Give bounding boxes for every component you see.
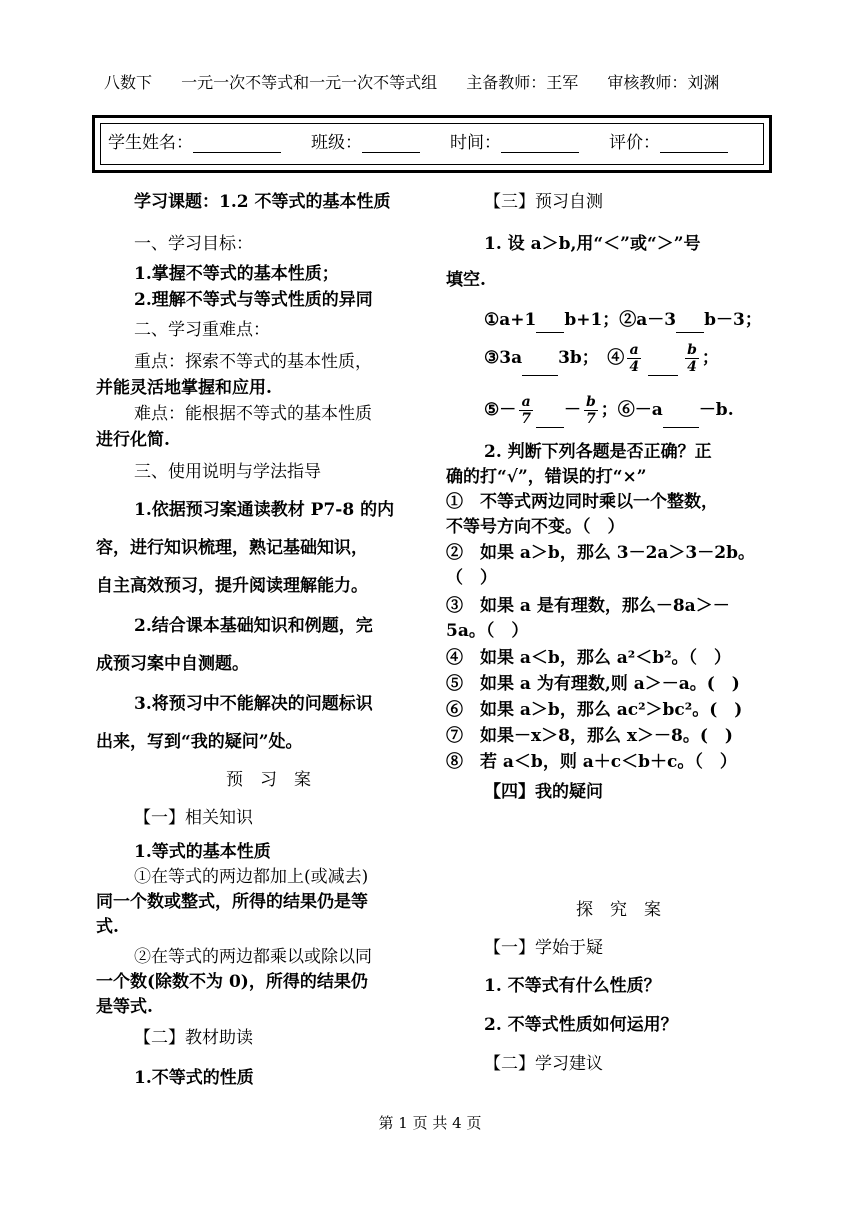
guide-1-line2: 容，进行知识梳理，熟记基础知识，: [96, 538, 368, 558]
fill-row-1: ①a+1 b+1；②a－3 b－3；: [484, 308, 762, 333]
judge-3-line2: 5a。（ ）: [446, 621, 529, 641]
guide-2-line2: 成预习案中自测题。: [96, 654, 249, 674]
related-knowledge-heading: 【一】相关知识: [134, 808, 253, 828]
course-label: 八数下: [104, 73, 153, 92]
guide-1-line3: 自主高效预习，提升阅读理解能力。: [96, 576, 368, 596]
my-questions-heading: 【四】我的疑问: [484, 782, 603, 802]
judge-8: ⑧ 若 a＜b，则 a＋c＜b＋c。（ ）: [446, 752, 737, 772]
blank-6[interactable]: [663, 409, 699, 428]
guide-1-line1: 1.依据预习案通读教材 P7-8 的内: [134, 500, 395, 520]
goals-title: 一、学习目标：: [134, 234, 253, 254]
blank-3[interactable]: [522, 357, 558, 376]
eval-blank[interactable]: [660, 134, 728, 153]
doubt-question-1: 1. 不等式有什么性质？: [484, 976, 661, 996]
goal-1: 1.掌握不等式的基本性质；: [134, 264, 339, 284]
self-test-heading: 【三】预习自测: [484, 192, 603, 212]
blank-5[interactable]: [536, 409, 564, 428]
page-header: [104, 70, 719, 93]
judge-2-line1: ② 如果 a＞b，那么 3－2a＞3－2b。: [446, 543, 755, 563]
judge-6: ⑥ 如果 a＞b，那么 ac²＞bc²。( ): [446, 700, 743, 720]
judge-7: ⑦ 如果－x＞8，那么 x＞－8。( ): [446, 726, 733, 746]
guide-3-line1: 3.将预习中不能解决的问题标识: [134, 694, 373, 714]
preview-section-title: 预 习 案: [226, 770, 311, 790]
key-point-line1: 重点：探索不等式的基本性质，: [134, 352, 372, 372]
equality-properties-title: 1.等式的基本性质: [134, 842, 271, 862]
eval-label: 评价：: [609, 133, 660, 153]
fill-row-3: ⑤－ $\frac{a}{7}$ － $\frac{b}{7}$ ；⑥－a －b.: [484, 394, 734, 427]
equality-prop1-line2: 同一个数或整式，所得的结果仍是等: [96, 892, 368, 912]
blank-1[interactable]: [536, 314, 564, 333]
judge-1-line2: 不等号方向不变。（ ）: [446, 517, 625, 537]
difficulty-line1: 难点：能根据不等式的基本性质: [134, 404, 372, 424]
question-1-line1: 1. 设 a＞b,用“＜”或“＞”号: [484, 234, 701, 254]
equality-prop1-line1: ①在等式的两边都加上(或减去): [134, 867, 369, 887]
class-blank[interactable]: [362, 134, 420, 153]
judge-4: ④ 如果 a＜b，那么 a²＜b²。（ ）: [446, 648, 732, 668]
time-blank[interactable]: [501, 134, 579, 153]
reviewer: 审核教师：刘渊: [607, 73, 720, 92]
equality-prop2-line2: 一个数(除数不为 0)，所得的结果仍: [96, 972, 368, 992]
student-info: [108, 128, 728, 153]
lesson-topic: 学习课题：1.2 不等式的基本性质: [134, 192, 391, 212]
doubt-question-2: 2. 不等式性质如何运用？: [484, 1015, 678, 1035]
goal-2: 2.理解不等式与等式性质的异同: [134, 290, 373, 310]
guide-2-line1: 2.结合课本基础知识和例题，完: [134, 616, 373, 636]
fraction-a-over-4: $\frac{a}{4}$: [629, 342, 640, 375]
fill-row-2: ③3a 3b； ④ $\frac{a}{4}$ $\frac{b}{4}$ ；: [484, 342, 719, 375]
fraction-a-over-7: $\frac{a}{7}$: [521, 394, 531, 427]
question-1-line2: 填空.: [446, 270, 486, 290]
judge-3-line1: ③ 如果 a 是有理数，那么－8a＞－: [446, 596, 730, 616]
guide-3-line2: 出来，写到“我的疑问”处。: [96, 732, 303, 752]
judge-5: ⑤ 如果 a 为有理数,则 a＞－a。( ): [446, 674, 740, 694]
blank-2[interactable]: [676, 314, 704, 333]
study-advice-heading: 【二】学习建议: [484, 1054, 603, 1074]
inequality-properties-title: 1.不等式的性质: [134, 1068, 254, 1088]
equality-prop2-line1: ②在等式的两边都乘以或除以同: [134, 947, 372, 967]
textbook-reading-heading: 【二】教材助读: [134, 1028, 253, 1048]
name-label: 学生姓名：: [108, 133, 193, 153]
fraction-b-over-4: $\frac{b}{4}$: [687, 342, 697, 375]
blank-4[interactable]: [648, 357, 678, 376]
key-title: 二、学习重难点：: [134, 320, 270, 340]
explore-section-title: 探 究 案: [576, 900, 661, 920]
equality-prop1-line3: 式.: [96, 917, 119, 937]
name-blank[interactable]: [193, 134, 281, 153]
judge-2-line2: （ ）: [446, 568, 497, 588]
class-label: 班级：: [311, 133, 362, 153]
time-label: 时间：: [450, 133, 501, 153]
question-2-line2: 确的打“√”，错误的打“×”: [446, 467, 647, 487]
page-number: 第 1 页 共 4 页: [378, 1114, 482, 1132]
chapter-title: 一元一次不等式和一元一次不等式组: [181, 73, 438, 92]
equality-prop2-line3: 是等式.: [96, 997, 153, 1017]
difficulty-line2: 进行化简.: [96, 430, 170, 450]
doubt-heading: 【一】学始于疑: [484, 938, 603, 958]
guide-title: 三、使用说明与学法指导: [134, 462, 321, 482]
question-2-line1: 2. 判断下列各题是否正确？正: [484, 442, 712, 462]
judge-1-line1: ① 不等式两边同时乘以一个整数，: [446, 492, 718, 512]
lead-teacher: 主备教师：王军: [466, 73, 579, 92]
key-point-line2: 并能灵活地掌握和应用.: [96, 378, 272, 398]
fraction-b-over-7: $\frac{b}{7}$: [586, 394, 596, 427]
